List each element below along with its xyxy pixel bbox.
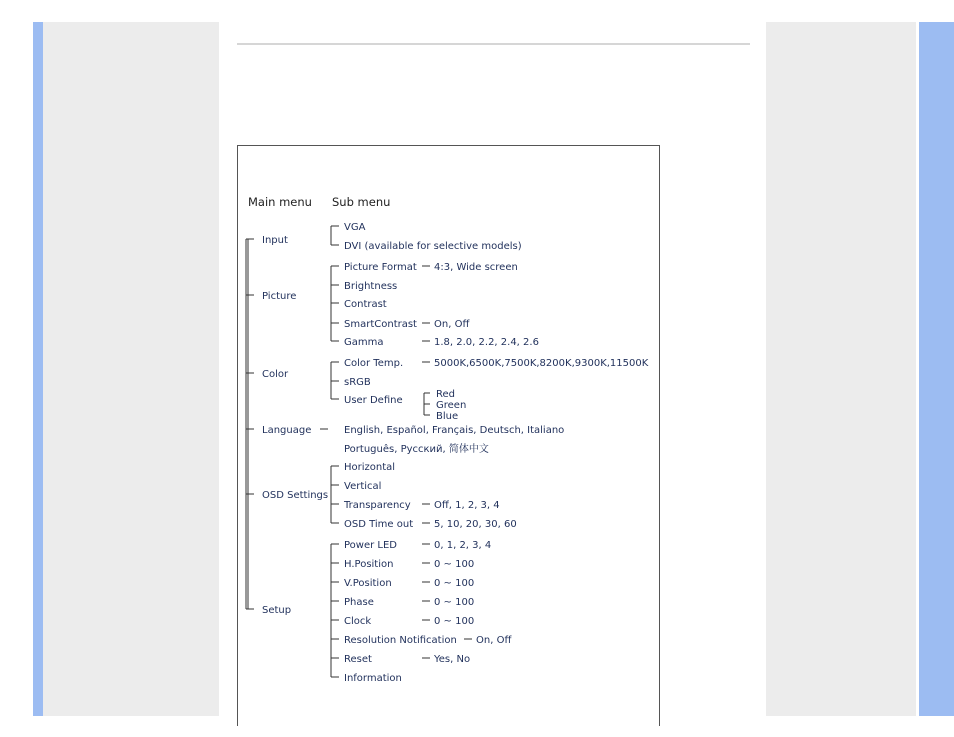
top-divider — [237, 43, 750, 45]
submenu-options: 4:3, Wide screen — [434, 262, 518, 273]
submenu-item: Brightness — [344, 281, 398, 292]
submenu-item: VGA — [344, 222, 366, 233]
submenu-options: On, Off — [476, 635, 512, 646]
submenu-item: H.Position — [344, 559, 394, 570]
right-accent-bar — [919, 22, 954, 716]
submenu-item: Transparency — [344, 500, 411, 511]
submenu-options: 0, 1, 2, 3, 4 — [434, 540, 492, 551]
left-side-panel — [43, 22, 219, 716]
child-option: Green — [436, 400, 467, 411]
sub-menu-header: Sub menu — [332, 195, 391, 209]
submenu-item: English, Español, Français, Deutsch, Italiano — [344, 425, 565, 436]
osd-menu-diagram — [237, 145, 660, 726]
submenu-options: 5, 10, 20, 30, 60 — [434, 519, 517, 530]
submenu-item: OSD Time out — [344, 519, 414, 530]
submenu-item: Português, Русский, 简体中文 — [344, 444, 489, 455]
submenu-item: Color Temp. — [344, 358, 404, 369]
main-menu-header: Main menu — [248, 195, 312, 209]
submenu-item: Resolution Notification — [344, 635, 457, 646]
right-side-panel — [766, 22, 916, 716]
main-menu-item: OSD Settings — [262, 490, 329, 501]
submenu-item: Clock — [344, 616, 372, 627]
submenu-options: Yes, No — [434, 654, 471, 665]
child-option: Blue — [436, 411, 459, 422]
submenu-options: 0 ~ 100 — [434, 578, 475, 589]
submenu-options: 0 ~ 100 — [434, 597, 475, 608]
submenu-item: V.Position — [344, 578, 392, 589]
child-option: Red — [436, 389, 455, 400]
submenu-item: SmartContrast — [344, 319, 417, 330]
submenu-options: 0 ~ 100 — [434, 559, 475, 570]
submenu-item: sRGB — [344, 377, 371, 388]
submenu-item: Horizontal — [344, 462, 396, 473]
left-accent-bar — [33, 22, 43, 716]
submenu-item: Picture Format — [344, 262, 417, 273]
submenu-options: Off, 1, 2, 3, 4 — [434, 500, 500, 511]
main-menu-item: Language — [262, 425, 312, 436]
main-menu-item: Input — [262, 235, 288, 246]
submenu-item: Gamma — [344, 337, 384, 348]
osd-menu-tree — [238, 146, 659, 726]
submenu-item: Vertical — [344, 481, 382, 492]
submenu-item: Phase — [344, 597, 374, 608]
submenu-item: Reset — [344, 654, 372, 665]
submenu-item: User Define — [344, 395, 403, 406]
main-menu-item: Setup — [262, 605, 292, 616]
submenu-options: On, Off — [434, 319, 470, 330]
main-menu-item: Picture — [262, 291, 297, 302]
submenu-options: 1.8, 2.0, 2.2, 2.4, 2.6 — [434, 337, 539, 348]
submenu-options: 5000K,6500K,7500K,8200K,9300K,11500K — [434, 358, 649, 369]
submenu-item: Contrast — [344, 299, 387, 310]
submenu-options: 0 ~ 100 — [434, 616, 475, 627]
main-menu-item: Color — [262, 369, 289, 380]
submenu-item: Power LED — [344, 540, 398, 551]
submenu-item: DVI (available for selective models) — [344, 241, 522, 252]
submenu-item: Information — [344, 673, 402, 684]
